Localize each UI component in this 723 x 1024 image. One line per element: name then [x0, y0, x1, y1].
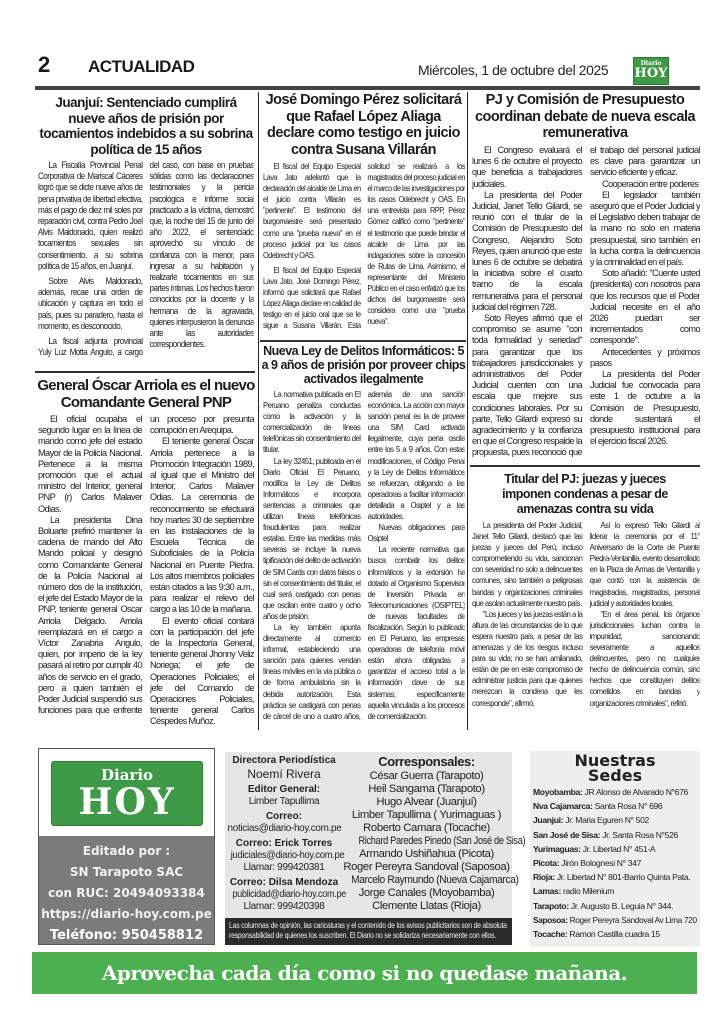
office-city: Yurimaguas: — [533, 843, 581, 854]
article-headline: Nueva Ley de Delitos Informáticos: 5 a 9 años de prisión por proveer chips activados ilegalmente — [261, 344, 466, 386]
paragraph: El legislador también aseguró que el Poder Judicial y el Legislativo deben trabajar de la mano no solo en materia presupuestal, sino también en la lucha contra la delincuencia y la criminalidad en el país. — [590, 189, 700, 268]
office-address: Ramon Castilla cuadra 15 — [569, 929, 660, 940]
office-address: Jr. Maria Eguren N° 502 — [565, 815, 649, 826]
office-city: Picota: — [533, 858, 560, 869]
office-address: JR Alonso de Alvarado N°676 — [584, 787, 688, 797]
correspondents-list — [343, 754, 526, 913]
edited-by-label: Editado por : — [82, 844, 171, 858]
ads-email[interactable]: publicidad@diario-hoy.com.pe — [232, 889, 347, 900]
paragraph: El evento oficial contará con la participación del jefe de la Inspectoría General, teniente general Jhonny Veliz Noriega; el jefe de Operaciones Policiales; el jefe del Comando de Operaciones Policiales, teniente general Carlos Céspedes Muñoz. — [150, 615, 254, 727]
publisher-box — [38, 748, 215, 945]
director-name: Noemí Rivera — [247, 767, 321, 781]
header-rule — [35, 86, 700, 90]
office-item — [533, 884, 697, 898]
office-city: Tarapoto: — [533, 900, 569, 911]
publisher-phone: Teléfono: 950458812 — [49, 928, 204, 943]
office-item — [533, 842, 697, 856]
office-item — [533, 856, 697, 870]
diario-hoy-logo — [633, 57, 669, 85]
office-city: Lamas: — [533, 886, 561, 897]
article-body-pj-presupuesto — [472, 145, 700, 461]
disclaimer: Las columnas de opinión, las caricaturas y el contenido de los avisos publicitarios son de absoluta responsabilidad de quienes los suscriben. El Diario no se solidariza necesariamente con ellos. — [229, 921, 507, 940]
office-address: Jr. Santa Rosa N°526 — [602, 829, 678, 840]
paragraph: "En el área penal, los órganos jurisdiccionales luchan contra la impunidad, sancionando severamente a aquellos delincuentes, pero no cualquier hecho de delincuencia común, sino hechos que constituyen delitos cometidos en bandas y organizaciones criminales", refirió. — [589, 608, 700, 708]
publisher-ruc: con RUC: 20494093384 — [48, 886, 205, 900]
publisher-name: SN Tarapoto SAC — [69, 865, 184, 879]
email-label: Correo: — [265, 811, 303, 822]
subheading: Antecedentes y próximos pasos — [590, 346, 700, 368]
correspondents-title: Corresponsales: — [378, 754, 475, 769]
logo-bottom-text: HOY — [78, 781, 176, 823]
disclaimer-bar — [225, 918, 512, 945]
office-address: Jr. Libertad N° 801-Barrio Quinta Pata. — [556, 872, 691, 883]
director-label: Directora Periodística — [232, 755, 336, 766]
office-city: Juanjui: — [533, 815, 564, 826]
column-divider — [467, 92, 468, 730]
dilsa-phone: Llamar: 999420398 — [243, 901, 325, 912]
office-city: Tocache: — [533, 929, 568, 940]
paragraph: La ley 32451, publicada en el Diario Oficial El Peruano, modifica la Ley de Delitos Informáticos e incorpora sentencias a criminales que utilizan líneas telefónicas fraudulentas para realizar estafas. Entre las medidas más severas se incluye la nueva tipificación del delito de activación de SIM Cards con datos falsos o sin el consentimiento del titular, el cual será castigado con penas que oscilan entre cuatro y ocho años de prisión. — [263, 455, 361, 621]
column-divider — [258, 92, 259, 730]
office-item — [533, 899, 697, 913]
article-headline: Titular del PJ: juezas y jueces imponen condenas a pesar de amenazas contra su vida — [502, 472, 668, 516]
subheading: Nuevas obligaciones para Osiptel — [367, 522, 465, 544]
paragraph: La presidenta del Poder Judicial, Janet Tello Gilardi, destacó que las juezas y jueces del Perú, incluso comprometiendo su vida, sancionan con severidad no solo a delincuentes comunes, sino también a peligrosas bandas y organizaciones criminales que asolan actualmente nuestro país. — [472, 520, 583, 608]
office-address: Jr. Augusto B. Leguia N° 344. — [570, 900, 674, 911]
offices-panel — [530, 751, 700, 947]
paragraph: La presidenta del Poder Judicial, Janet Tello Gilardi, se reunió con el titular de la Comisión de Presupuesto del Congreso, Alejandro Soto Reyes, quien anunció que este lunes 6 de octubre se debatirá la iniciativa sobre el cuarto tramo de la escala remunerativa para el personal judicial del régimen 728. — [472, 189, 582, 312]
office-city: Moyobamba: — [533, 787, 583, 797]
office-address: Jr. Libertad N° 451-A — [582, 843, 656, 854]
diario-hoy-logo — [51, 761, 203, 826]
article-headline: José Domingo Pérez solicitará que Rafael López Aliaga declare como testigo en juicio contra Susana Villarán — [265, 92, 462, 158]
correspondent: Roberto Camara (Tocache) — [363, 822, 490, 834]
staff-panel — [225, 752, 526, 918]
office-address: Santa Rosa N° 696 — [594, 801, 663, 812]
office-address: radio Milenium — [563, 886, 615, 897]
paragraph: La normativa publicada en El Peruano penaliza conductas como la activación y la comercialización de líneas telefónicas sin consentimiento del titular. — [263, 389, 361, 455]
office-item — [533, 785, 697, 799]
article-body-perez — [263, 161, 465, 336]
dilsa-label: Correo: Dilsa Mendoza — [229, 877, 339, 888]
article-divider — [470, 465, 700, 467]
logo-top-text: Diario — [640, 60, 662, 67]
office-item — [533, 828, 697, 842]
correspondent: César Guerra (Tarapoto) — [369, 770, 484, 782]
erick-phone: Llamar: 999420381 — [243, 862, 325, 873]
correspondent: Armando Ushiñahua (Picota) — [359, 848, 494, 860]
paragraph: Soto Reyes afirmó que el compromiso se asume "con toda formalidad y seriedad" para garantizar que los trabajadores jurisdiccionales y administrativos del Poder Judicial cuenten con una escala que mejore sus condiciones laborales. Por su parte, Tello Gilardi expresó su agradecimiento y la confianza en que el Congreso respalde la propuesta, pues reconoció que el trabajo del personal judicial es clave para garantizar un servicio eficiente y eficaz. — [472, 145, 700, 458]
office-item — [533, 913, 697, 927]
paragraph: "Los jueces y las juezas están a la altura de las circunstancias de lo que espera nuestro país, a pesar de las amenazas y de los riesgos incluso para su vida; no se han amilanado, están de pie en este compromiso de administrar justicia para que quienes merezcan la condena que les corresponde", afirmó. — [472, 608, 583, 708]
article-body-arriola — [38, 414, 254, 732]
paragraph: Así lo expresó Tello Gilardi al liderar la ceremonia por el 11° Aniversario de la Corte de Puente Piedra-Ventanilla, evento desarrollado en la Plaza de Armas de Ventanilla y que contó con la asistencia de magistradas, magistrados, personal judicial y autoridades locales. — [589, 520, 700, 608]
paragraph: El Congreso evaluará el lunes 6 de octubre el proyecto que beneficia a trabajadores judiciales. — [472, 145, 582, 189]
office-city: Saposoa: — [533, 914, 568, 925]
erick-label: Correo: Erick Torres — [235, 838, 333, 849]
article-headline: Juanjuí: Sentenciado cumplirá nueve años de prisión por tocamientos indebidos a su sobrina política de 15 años — [39, 95, 253, 157]
paragraph: Soto añadió: "Cuente usted (presidenta) con nosotros para que los recursos que el Poder Judicial necesite en el año 2026 puedan ser incrementados como corresponde". — [590, 268, 700, 346]
correspondent: Richard Paredes Pinedo (San José de Sisa) — [358, 835, 526, 847]
logo-bottom-text: HOY — [634, 66, 668, 81]
paragraph: El fiscal del Equipo Especial Lava Jato adelantó que la declaración del alcalde de Lima en el juicio contra Villarán es "pertinente". El testimonio del burgomaestre será presentado como una "prueba nueva" en el proceso judicial por los casos Odebrecht y OAS. — [263, 161, 361, 260]
paragraph: La presidenta Dina Boluarte prefirió mantener la cadena de mando del Alto Mando policial y designó como Comandante General de la Policía Nacional al número dos de la institución, el jefe del Estado Mayor de la PNP, teniente general Oscar Arriola Delgado. Arriola reemplazará en el cargo a Víctor Zanabria Angulo, quien, por imperio de la ley pasará al retiro por cumplir 40 años de servicio en el grado, pero a quien también el Poder Judicial suspendió sus funciones para que enfrente un proceso por presunta corrupción en Arequipa. — [38, 414, 254, 716]
editor-name: Limber Tapullima — [248, 796, 320, 807]
office-item — [533, 870, 697, 884]
office-city: San José de Sisa: — [533, 829, 601, 840]
offices-title: Nuestras Sedes — [574, 751, 656, 785]
paragraph: La Fiscalía Provincial Penal Corporativa de Mariscal Cáceres logró que se dicte nueve años de pena privativa de libertad efectiva, más el pago de diez mil soles por reparación civil, contra Pedro Joel Alvis Maldonado, quien realizó tocamientos sexuales sin consentimiento, a su sobrina política de 15 años, en Juanjuí. — [38, 160, 143, 271]
article-headline: General Óscar Arriola es el nuevo Comandante General PNP — [37, 377, 255, 411]
correspondent: Marcelo Raymundo (Nueva Cajamarca) — [351, 874, 519, 886]
paragraph: Sobre Alvis Maldonado, además, recae una orden de ubicación y captura en todo el país, pues su paradero, hasta el momento, es desconocido. — [38, 276, 143, 331]
office-address: Roger Pereyra Sandoval Av Lima 720 — [569, 914, 697, 925]
paragraph: El oficial ocupaba el segundo lugar en la línea de mando como jefe del estado Mayor de la Policía Nacional. Pertenece a la misma promoción que el actual ministro del Interior, general PNP (r) Carlos Malaver Odias. — [38, 414, 142, 514]
correspondent: Heil Sangama (Tarapoto) — [368, 783, 485, 795]
correspondent: Jorge Canales (Moyobamba) — [358, 887, 495, 899]
correspondent: Limber Tapullima ( Yurimaguas ) — [351, 809, 502, 821]
article-divider — [35, 371, 255, 373]
office-city: Nva Cajamarca: — [533, 801, 593, 812]
article-headline: PJ y Comisión de Presupuesto coordinan debate de nueva escala remunerativa — [474, 92, 696, 141]
editor-label: Editor General: — [247, 784, 321, 795]
article-body-titular-pj — [472, 520, 700, 727]
news-email[interactable]: noticias@diario-hoy.com.pe — [227, 823, 342, 834]
article-body-juanjui — [38, 160, 254, 367]
article-divider — [260, 340, 466, 342]
office-address: Jirón Bolognesi N° 347 — [561, 858, 642, 869]
section-title: ACTUALIDAD — [88, 57, 195, 76]
office-item — [533, 813, 697, 827]
judicial-email[interactable]: judiciales@diario-hoy.com.pe — [230, 850, 345, 861]
correspondent: Roger Pereyra Sandoval (Saposoa) — [343, 861, 510, 873]
paragraph: La presidenta del Poder Judicial fue convocada para este 1 de octubre a la Comisión de Presupuesto, donde sustentará el presupuesto institucional para el ejercicio fiscal 2026. — [590, 369, 700, 447]
logo-top-text: Diario — [100, 766, 154, 784]
paragraph: El fiscal del Equipo Especial Lava Jato, José Domingo Pérez, informó que solicitará que Rafael López Aliaga declare en calidad de testigo en el juicio oral que se le sigue a Susana Villarán. Esta solicitud se realizará a los magistrados del proceso judicial en el marco de las investigaciones por los casos Odebrecht y OAS. En una entrevista para RPP, Pérez Gómez calificó como "pertinente" el testimonio que puede brindar el alcalde de Lima por las indagaciones sobre la concesión de Rutas de Lima. Asimismo, el representante del Ministerio Público en el caso enfatizó que los dichos del burgomaestre será considera como una "prueba nueva". — [263, 161, 465, 331]
correspondent: Clemente Llatas (Rioja) — [372, 900, 481, 912]
correspondent: Hugo Alvear (Juanjuí) — [376, 796, 477, 808]
paragraph: La reciente normativa que busca combatir los delitos informáticos y la extorsión ha dotado al Organismo Supervisor de Inversión Privada en Telecomunicaciones (OSIPTEL) de nuevas facultades de fiscalización. Según lo publicado en El Peruano, las empresas operadoras de telefonía móvil están ahora obligadas a garantizar el acceso total a la información clave de sus sistemas, específicamente aquella vinculada a los procesos de comercialización. — [367, 544, 465, 721]
paragraph: El teniente general Óscar Arriola pertenece a la Promoción Integración 1989, al igual que el Ministro del Interior, Carlos Malaver Odias. La ceremonia de reconocimiento se efectuará hoy martes 30 de septiembre en las instalaciones de la Escuela Técnica de Suboficiales de la Policía Nacional en Puente Piedra. Los altos miembros policiales están citados a las 9:30 a.m., para realizar el relevo del cargo a las 10 de la mañana. — [150, 436, 254, 615]
paragraph: La ley también apunta directamente al comercio informal, estableciendo una sanción para quienes vendan líneas móviles en la vía pública o de forma ambulatoria sin la debida autorización. Esta práctica se castigará con penas de cárcel de uno a cuatro años, además de una sanción económica. La acción con mayor sanción penal es la de proveer una SIM Card activada ilegalmente, cuya pena oscila entre los 5 a 9 años. Con estas modificaciones, el Código Penal y la Ley de Delitos Informáticos se refuerzan, obligando a las operadoras a facilitar información detallada a Osiptel y a las autoridades. — [263, 389, 465, 721]
page-number: 2 — [38, 52, 51, 77]
paragraph: La fiscal adjunta provincial Yuly Luz Motta Angulo, a cargo del caso, con base en pruebas sólidas como las declaraciones testimoniales y la pericia psicológica e informe social practicado a la víctima, demostró que, la noche del 15 de junio del año 2022, el sentenciado aprovechó su vínculo de confianza con la menor, para ingresar a su habitación y realizarle tocamientos en sus partes íntimas. Los hechos fueron conocidos por la docente y la hermana de la agraviada, quienes interpusieron la denuncia ante las autoridades correspondientes. — [38, 160, 254, 358]
article-body-delitos — [263, 389, 465, 727]
subheading: Cooperación entre poderes — [602, 178, 699, 189]
slogan-banner: Aprovecha cada día como si no quedase mañana. — [32, 952, 697, 994]
website-link[interactable]: https://diario-hoy.com.pe — [41, 907, 212, 921]
office-item — [533, 927, 697, 941]
office-city: Rioja: — [533, 872, 555, 883]
issue-date: Miércoles, 1 de octubre del 2025 — [418, 62, 609, 78]
office-item — [533, 799, 697, 813]
